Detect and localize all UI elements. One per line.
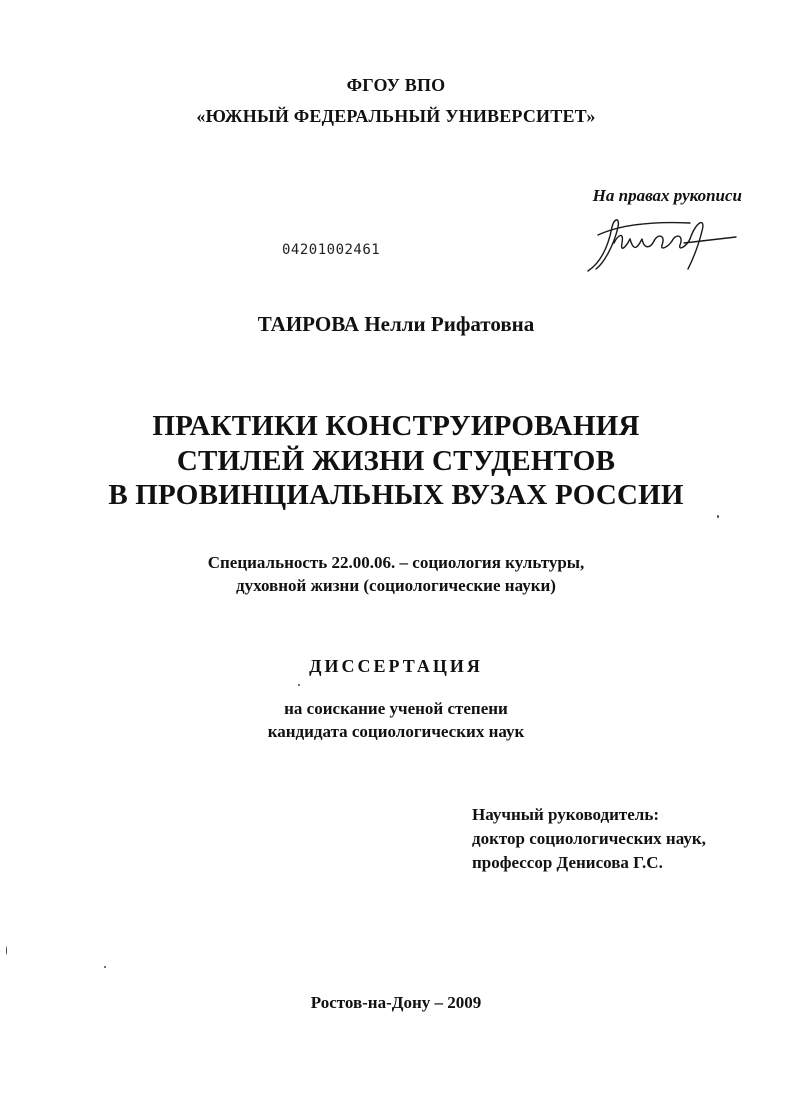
inventory-number: 04201002461 [282, 242, 381, 258]
supervisor-degree: доктор социологических наук, [472, 829, 706, 848]
title-line-2: СТИЛЕЙ ЖИЗНИ СТУДЕНТОВ [176, 445, 616, 477]
org-abbreviation: ФГОУ ВПО [346, 75, 446, 95]
specialty-line-2: духовной жизни (социологические науки) [236, 576, 556, 595]
degree-line-1: на соискание ученой степени [284, 699, 508, 718]
work-type: ДИССЕРТАЦИЯ [309, 656, 483, 676]
scan-speck [6, 946, 7, 955]
manuscript-rights-note: На правах рукописи [592, 186, 742, 205]
handwritten-signature [580, 213, 740, 275]
degree-line-2: кандидата социологических наук [267, 722, 525, 741]
scan-speck [717, 515, 719, 518]
scan-speck [104, 966, 106, 968]
title-line-3: В ПРОВИНЦИАЛЬНЫХ ВУЗАХ РОССИИ [108, 479, 684, 511]
supervisor-block [472, 803, 706, 875]
supervisor-label: Научный руководитель: [472, 805, 659, 824]
scan-speck [298, 684, 300, 686]
place-and-year: Ростов-на-Дону – 2009 [310, 993, 482, 1012]
specialty-line-1: Специальность 22.00.06. – социология культуры, [207, 553, 585, 572]
title-line-1: ПРАКТИКИ КОНСТРУИРОВАНИЯ [152, 410, 640, 442]
university-name: «ЮЖНЫЙ ФЕДЕРАЛЬНЫЙ УНИВЕРСИТЕТ» [196, 106, 596, 126]
supervisor-name: профессор Денисова Г.С. [472, 853, 663, 872]
author-name: ТАИРОВА Нелли Рифатовна [257, 312, 535, 336]
